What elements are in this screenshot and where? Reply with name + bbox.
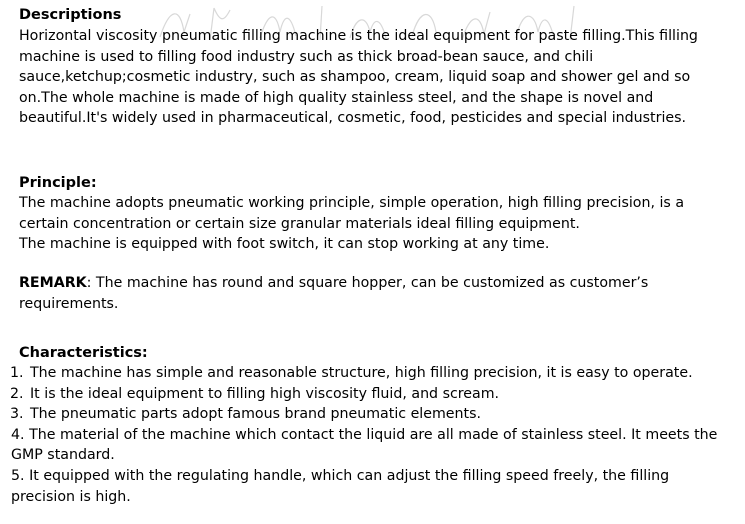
list-item xyxy=(0,363,731,384)
remark-section xyxy=(19,273,731,314)
list-item-text: The pneumatic parts adopt famous brand pneumatic elements. xyxy=(30,406,481,423)
remark-paragraph xyxy=(19,273,731,314)
list-item-number: 1. xyxy=(10,365,24,381)
descriptions-body: Horizontal viscosity pneumatic filling machine is the ideal equipment for paste filling.This filling machine is used to filling food industry such as thick broad-bean sauce, and chili sauce,ketchup;cosmetic industry, such as shampoo, cream, liquid soap and shower gel and so on.The whole machine is made of high quality stainless steel, and the shape is novel and beautiful.It's widely used in pharmaceutical, cosmetic, food, pesticides and special industries. xyxy=(19,28,698,127)
list-item-text: It is the ideal equipment to filling high viscosity fluid, and scream. xyxy=(30,385,500,402)
principle-heading: Principle: xyxy=(19,175,97,191)
characteristics-heading: Characteristics: xyxy=(19,345,148,361)
list-item-number: 3. xyxy=(10,406,24,423)
principle-line-2: The machine is equipped with foot switch, it can stop working at any time. xyxy=(19,236,550,253)
list-item xyxy=(0,384,731,405)
descriptions-heading: Descriptions xyxy=(19,7,122,23)
list-item-text: The material of the machine which contact the liquid are all made of stainless steel. It meets the GMP standard. xyxy=(11,426,718,464)
characteristics-list xyxy=(10,363,731,507)
principle-line-1: The machine adopts pneumatic working principle, simple operation, high filling precision, is a certain concentration or certain size granular materials ideal filling equipment. xyxy=(19,195,685,232)
descriptions-section xyxy=(19,5,731,129)
remark-text: : The machine has round and square hopper, can be customized as customer’s requirements. xyxy=(19,275,649,312)
list-item xyxy=(11,466,731,507)
list-item-text: It equipped with the regulating handle, which can adjust the filling speed freely, the filling precision is high. xyxy=(11,467,670,505)
list-item-text: The machine has simple and reasonable structure, high filling precision, it is easy to operate. xyxy=(30,365,693,381)
list-item-number: 5. xyxy=(11,467,25,484)
list-item-number: 2. xyxy=(10,385,24,402)
list-item-number: 4. xyxy=(11,426,25,443)
characteristics-section xyxy=(10,343,731,507)
list-item xyxy=(0,404,731,425)
list-item xyxy=(11,425,731,466)
remark-label: REMARK xyxy=(19,275,87,291)
principle-section xyxy=(19,173,731,255)
